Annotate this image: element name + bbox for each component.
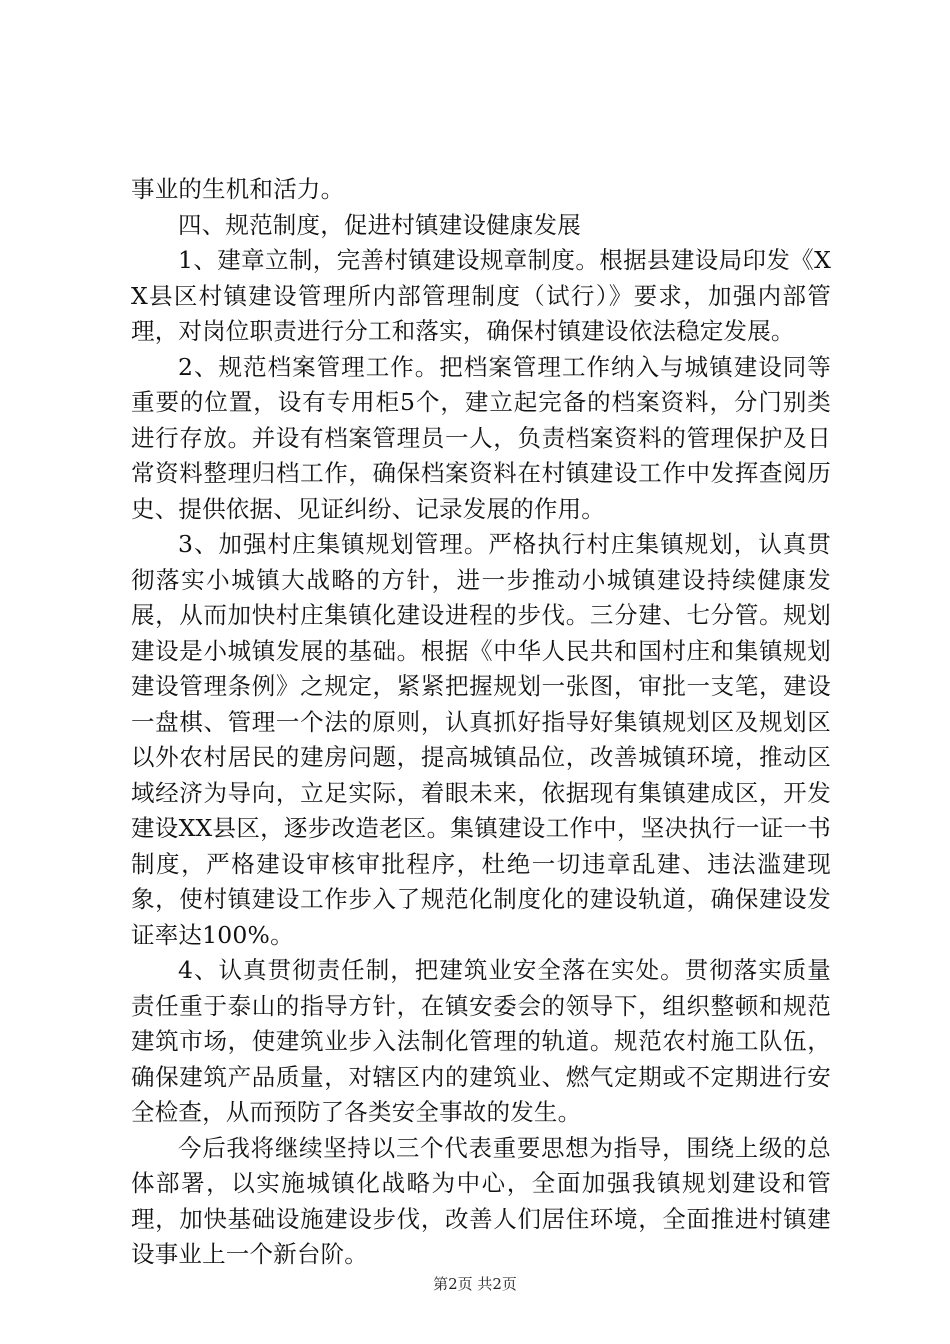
paragraph-item-3: 3、加强村庄集镇规划管理。严格执行村庄集镇规划，认真贯彻落实小城镇大战略的方针，进一步推动小城镇建设持续健康发展，从而加快村庄集镇化建设进程的步伐。三分建、七分管。规划建设是小城镇发展的基础。根据《中华人民共和国村庄和集镇规划建设管理条例》之规定，紧紧把握规划一张图，审批一支笔，建设一盘棋、管理一个法的原则，认真抓好指导好集镇规划区及规划区以外农村居民的建房问题，提高城镇品位，改善城镇环境，推动区域经济为导向，立足实际，着眼未来，依据现有集镇建成区，开发建设XX县区，逐步改造老区。集镇建设工作中，坚决执行一证一书制度，严格建设审核审批程序，杜绝一切违章乱建、违法滥建现象，使村镇建设工作步入了规范化制度化的建设轨道，确保建设发证率达100%。 bbox=[131, 530, 831, 949]
document-body bbox=[131, 172, 831, 1273]
page-number-footer: 第2页 共2页 bbox=[433, 1275, 517, 1293]
paragraph-item-2: 2、规范档案管理工作。把档案管理工作纳入与城镇建设同等重要的位置，设有专用柜5个，建立起完备的档案资料，分门别类进行存放。并设有档案管理员一人，负责档案资料的管理保护及日常资料整理归档工作，确保档案资料在村镇建设工作中发挥查阅历史、提供依据、见证纠纷、记录发展的作用。 bbox=[131, 352, 831, 523]
paragraph-item-4: 4、认真贯彻责任制，把建筑业安全落在实处。贯彻落实质量责任重于泰山的指导方针，在镇安委会的领导下，组织整顿和规范建筑市场，使建筑业步入法制化管理的轨道。规范农村施工队伍，确保建筑产品质量，对辖区内的建筑业、燃气定期或不定期进行安全检查，从而预防了各类安全事故的发生。 bbox=[131, 956, 831, 1126]
paragraph-continuation: 事业的生机和活力。 bbox=[131, 175, 345, 203]
paragraph-closing: 今后我将继续坚持以三个代表重要思想为指导，围绕上级的总体部署，以实施城镇化战略为中心，全面加强我镇规划建设和管理，加快基础设施建设步伐，改善人们居住环境，全面推进村镇建设事业上一个新台阶。 bbox=[131, 1133, 831, 1268]
section-heading: 四、规范制度，促进村镇建设健康发展 bbox=[178, 210, 581, 239]
paragraph-item-1: 1、建章立制，完善村镇建设规章制度。根据县建设局印发《XX县区村镇建设管理所内部管理制度（试行）》要求，加强内部管理，对岗位职责进行分工和落实，确保村镇建设依法稳定发展。 bbox=[131, 246, 831, 345]
